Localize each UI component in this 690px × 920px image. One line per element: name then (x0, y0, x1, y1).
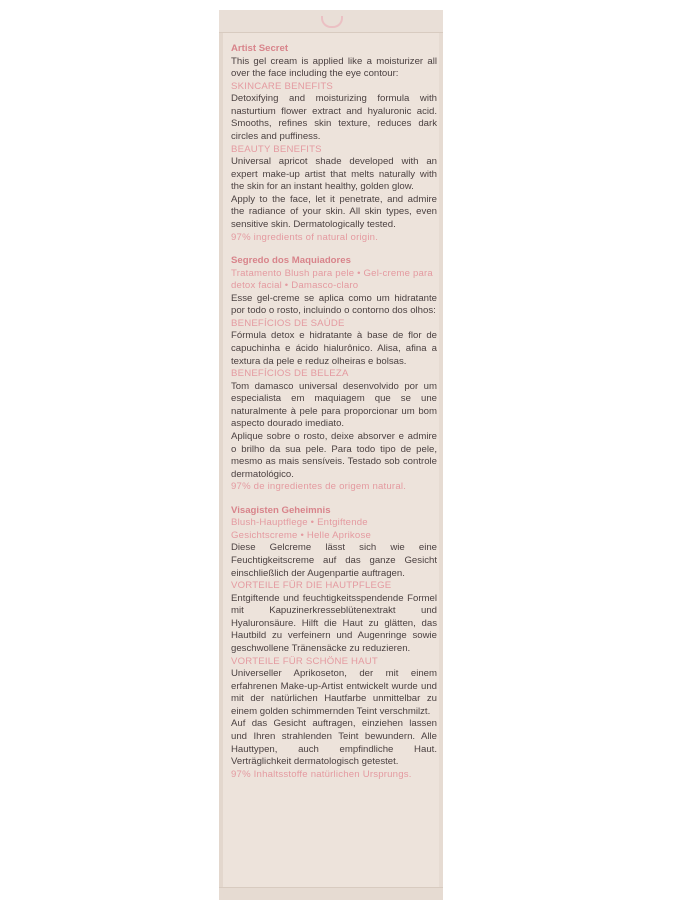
pt-subtitle: Tratamento Blush para pele • Gel-creme para detox facial • Damasco-claro (231, 267, 433, 292)
en-beauty-text: Universal apricot shade developed with an expert make-up artist that melts naturally with the skin for an instant healthy, golden glow. (231, 156, 437, 193)
de-beauty-text: Universeller Aprikoseton, der mit einem erfahrenen Make-up-Artist entwickelt wurde und mit der natürlichen Hautfarbe unmittelbar zu einem golden schimmernden Teint verschmilzt. (231, 668, 437, 717)
de-skin-heading: VORTEILE FÜR DIE HAUTPFLEGE (231, 580, 392, 592)
pt-apply-text: Aplique sobre o rosto, deixe absorver e admire o brilho da sua pele. Para todo tipo de pele, mesmo as mais sensíveis. Testado sob controle dermatológico. (231, 430, 437, 480)
box-top-flap (219, 10, 443, 33)
box-bottom-flap (219, 887, 443, 900)
pt-health-text: Fórmula detox e hidratante à base de flor de capuchinha e ácido hialurônico. Alisa, afina a textura da pele e reduz olheiras e bolsas. (231, 330, 437, 367)
de-beauty-heading: VORTEILE FÜR SCHÖNE HAUT (231, 655, 378, 667)
de-apply-text: Auf das Gesicht auftragen, einziehen lassen und Ihren strahlenden Teint bewundern. Alle Hauttypen, auch empfindliche Haut. Verträglichkeit dermatologisch getestet. (231, 718, 437, 768)
product-box-side-panel (219, 10, 443, 900)
pt-beauty-text: Tom damasco universal desenvolvido por um especialista em maquiagem que se une naturalmente à pele para proporcionar um bom aspecto dourado imediato. (231, 380, 437, 430)
box-right-edge (439, 10, 443, 900)
en-apply-text: Apply to the face, let it penetrate, and admire the radiance of your skin. All skin types, even sensitive skin. Dermatologically tested. (231, 193, 437, 231)
brand-logo-mark (321, 16, 343, 28)
de-subtitle: Blush-Hauptflege • Entgiftende Gesichtscreme • Helle Aprikose (231, 517, 371, 541)
pt-beauty-heading: BENEFÍCIOS DE BELEZA (231, 368, 349, 380)
en-title: Artist Secret (231, 43, 289, 54)
label-text-panel (231, 43, 437, 781)
en-natural-origin: 97% ingredients of natural origin. (231, 231, 379, 243)
en-beauty-heading: BEAUTY BENEFITS (231, 143, 322, 155)
pt-intro: Esse gel-creme se aplica como um hidratante por todo o rosto, incluindo o contorno dos olhos: (231, 292, 437, 317)
de-title: Visagisten Geheimnis (231, 504, 331, 516)
pt-title: Segredo dos Maquiadores (231, 255, 351, 267)
de-skin-text: Entgiftende und feuchtigkeitsspendende Formel mit Kapuzinerkresseblütenextrakt und Hyaluronsäure. Hilft die Haut zu glätten, das Hautbild zu verfeinern und Augenringe sowie geschwollene Tränensäcke zu reduzieren. (231, 592, 437, 654)
pt-natural-origin: 97% de ingredientes de origem natural. (231, 481, 407, 493)
de-intro: Diese Gelcreme lässt sich wie eine Feuchtigkeitscreme auf das ganze Gesicht einschließlich der Augenpartie auftragen. (231, 542, 437, 579)
en-intro: This gel cream is applied like a moisturizer all over the face including the eye contour: (231, 55, 437, 80)
box-left-edge (219, 10, 223, 900)
de-natural-origin: 97% Inhaltsstoffe natürlichen Ursprungs. (231, 768, 412, 780)
en-skincare-text: Detoxifying and moisturizing formula with nasturtium flower extract and hyaluronic acid. Smooths, refines skin texture, reduces dark circles and puffiness. (231, 93, 437, 142)
pt-health-heading: BENEFÍCIOS DE SAÚDE (231, 317, 345, 329)
en-skincare-heading: SKINCARE BENEFITS (231, 80, 334, 92)
